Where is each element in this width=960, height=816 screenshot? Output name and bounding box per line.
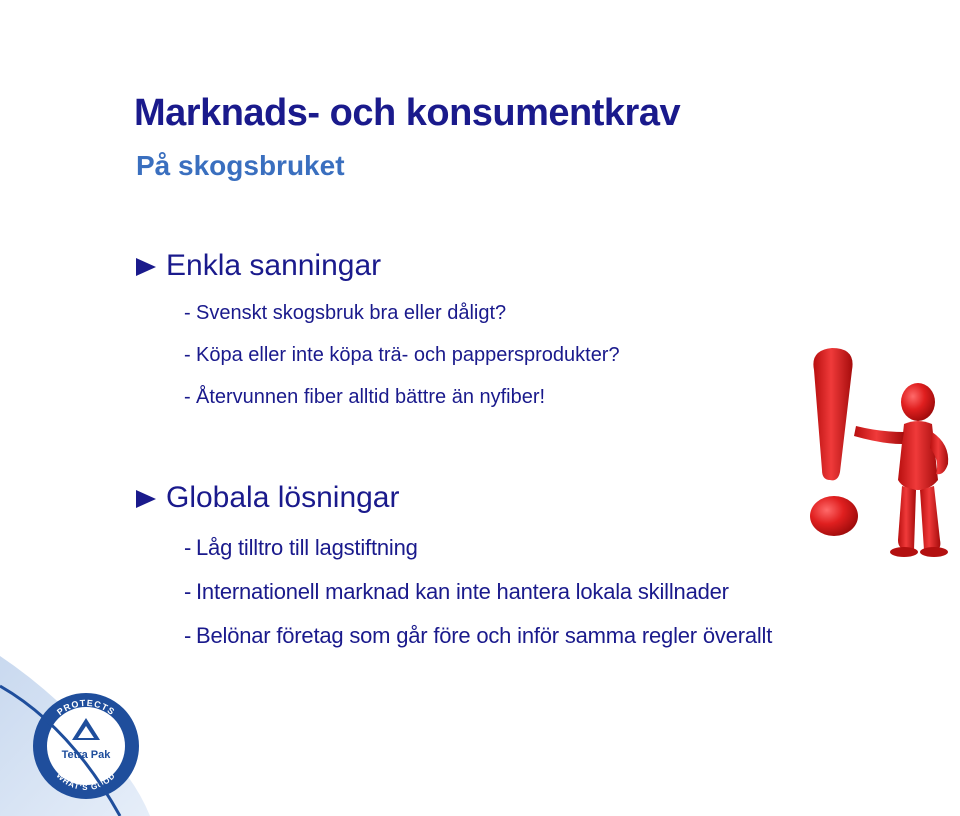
section-heading xyxy=(136,478,772,518)
list-item xyxy=(184,292,620,334)
list-item-text: Svenskt skogsbruk bra eller dåligt? xyxy=(196,302,507,324)
exclamation-figure-icon xyxy=(800,340,960,560)
dash-marker: - xyxy=(184,535,192,560)
right-arrow-icon xyxy=(136,490,156,508)
dash-marker: - xyxy=(184,386,191,408)
logo-ring-bottom-text: WHAT'S GOOD xyxy=(54,770,118,793)
slide-subtitle: På skogsbruket xyxy=(136,150,345,181)
section-heading-text: Enkla sanningar xyxy=(166,249,382,282)
dash-marker: - xyxy=(184,302,191,324)
section-enkla-sanningar xyxy=(136,246,620,418)
tetra-pak-logo-icon xyxy=(0,656,160,816)
list-item-text: Återvunnen fiber alltid bättre än nyfiber! xyxy=(196,386,546,408)
list-item xyxy=(184,570,772,614)
list-item xyxy=(184,614,772,658)
list-item-text: Belönar företag som går före och inför samma regler överallt xyxy=(196,623,773,648)
right-arrow-icon xyxy=(136,258,156,276)
dash-marker: - xyxy=(184,344,191,366)
dash-marker: - xyxy=(184,579,192,604)
dash-marker: - xyxy=(184,623,192,648)
section-heading xyxy=(136,246,620,286)
list-item xyxy=(184,376,620,418)
bullet-list xyxy=(184,292,620,418)
section-globala-losningar xyxy=(136,478,772,658)
list-item-text: Köpa eller inte köpa trä- och pappersprodukter? xyxy=(196,344,620,366)
logo-brand-text: Tetra Pak xyxy=(61,749,111,761)
bullet-list xyxy=(184,526,772,658)
list-item xyxy=(184,334,620,376)
section-heading-text: Globala lösningar xyxy=(166,481,400,514)
list-item xyxy=(184,526,772,570)
list-item-text: Låg tilltro till lagstiftning xyxy=(196,535,418,560)
logo-ring-top-text: PROTECTS xyxy=(55,697,117,718)
slide-title: Marknads- och konsumentkrav xyxy=(134,92,681,134)
list-item-text: Internationell marknad kan inte hantera lokala skillnader xyxy=(196,579,729,604)
